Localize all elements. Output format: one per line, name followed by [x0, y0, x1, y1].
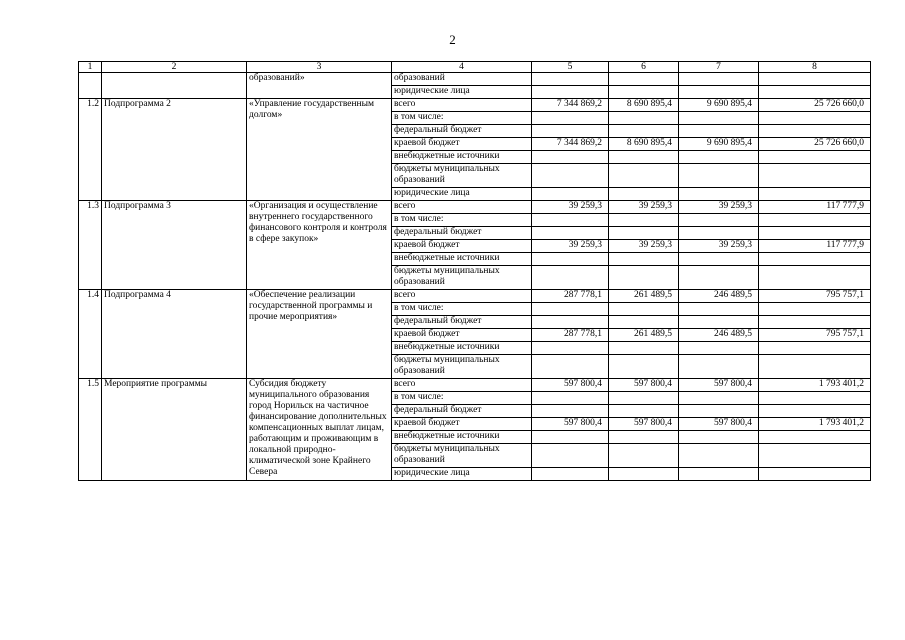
value-cell: 795 757,1 — [759, 329, 871, 342]
value-cell — [759, 188, 871, 201]
name-cell — [102, 73, 247, 99]
value-cell — [609, 444, 679, 468]
source-label: краевой бюджет — [392, 418, 532, 431]
source-label: федеральный бюджет — [392, 405, 532, 418]
table-row — [79, 201, 871, 214]
value-cell — [679, 164, 759, 188]
value-cell — [609, 253, 679, 266]
value-cell — [679, 188, 759, 201]
value-cell — [759, 112, 871, 125]
source-label: внебюджетные источники — [392, 431, 532, 444]
source-label: внебюджетные источники — [392, 342, 532, 355]
header-row — [79, 62, 871, 73]
desc-cell: образований» — [247, 73, 392, 99]
value-cell: 597 800,4 — [609, 418, 679, 431]
value-cell — [679, 214, 759, 227]
value-cell — [759, 444, 871, 468]
program-name: Подпрограмма 3 — [102, 201, 247, 290]
row-code: 1.4 — [79, 290, 102, 379]
table-row — [79, 290, 871, 303]
value-cell: 117 777,9 — [759, 201, 871, 214]
table-row — [79, 73, 871, 86]
value-cell — [759, 468, 871, 481]
value-cell — [609, 355, 679, 379]
value-cell — [609, 86, 679, 99]
value-cell — [679, 253, 759, 266]
header-cell: 8 — [759, 62, 871, 73]
value-cell — [759, 303, 871, 316]
source-label: внебюджетные источники — [392, 253, 532, 266]
value-cell: 7 344 869,2 — [532, 99, 609, 112]
value-cell — [759, 73, 871, 86]
source-label: всего — [392, 201, 532, 214]
source-label: бюджеты муниципальных образований — [392, 355, 532, 379]
value-cell — [609, 214, 679, 227]
value-cell — [679, 468, 759, 481]
source-label: в том числе: — [392, 214, 532, 227]
value-cell: 597 800,4 — [679, 379, 759, 392]
value-cell — [759, 316, 871, 329]
value-cell — [609, 151, 679, 164]
table-row — [79, 379, 871, 392]
program-description: «Организация и осуществление внутреннего государственного финансового контроля и контроля в сфере закупок» — [247, 201, 392, 290]
value-cell — [532, 342, 609, 355]
value-cell — [532, 405, 609, 418]
header-cell: 6 — [609, 62, 679, 73]
source-label: всего — [392, 290, 532, 303]
source-label: в том числе: — [392, 303, 532, 316]
source-label: краевой бюджет — [392, 329, 532, 342]
row-code: 1.2 — [79, 99, 102, 201]
header-cell: 1 — [79, 62, 102, 73]
header-cell: 7 — [679, 62, 759, 73]
table-row — [79, 99, 871, 112]
value-cell — [609, 303, 679, 316]
value-cell: 1 793 401,2 — [759, 379, 871, 392]
value-cell: 25 726 660,0 — [759, 99, 871, 112]
value-cell — [679, 342, 759, 355]
page-number: 2 — [449, 32, 456, 47]
source-label: всего — [392, 99, 532, 112]
value-cell — [679, 392, 759, 405]
value-cell — [609, 266, 679, 290]
value-cell: 39 259,3 — [532, 240, 609, 253]
value-cell — [609, 431, 679, 444]
header-cell: 2 — [102, 62, 247, 73]
value-cell — [759, 405, 871, 418]
value-cell — [679, 227, 759, 240]
value-cell — [532, 266, 609, 290]
value-cell — [759, 125, 871, 138]
value-cell — [679, 73, 759, 86]
value-cell: 39 259,3 — [609, 240, 679, 253]
value-cell — [759, 214, 871, 227]
value-cell — [759, 151, 871, 164]
value-cell: 39 259,3 — [679, 201, 759, 214]
value-cell: 39 259,3 — [679, 240, 759, 253]
value-cell — [532, 253, 609, 266]
source-label: в том числе: — [392, 392, 532, 405]
value-cell: 597 800,4 — [532, 418, 609, 431]
value-cell — [759, 253, 871, 266]
value-cell — [609, 392, 679, 405]
value-cell: 261 489,5 — [609, 290, 679, 303]
program-name: Мероприятие программы — [102, 379, 247, 481]
value-cell — [609, 405, 679, 418]
value-cell — [609, 227, 679, 240]
value-cell — [759, 164, 871, 188]
source-label: внебюджетные источники — [392, 151, 532, 164]
value-cell — [532, 303, 609, 316]
program-name: Подпрограмма 4 — [102, 290, 247, 379]
value-cell — [759, 342, 871, 355]
source-label: федеральный бюджет — [392, 125, 532, 138]
value-cell — [679, 86, 759, 99]
program-name: Подпрограмма 2 — [102, 99, 247, 201]
value-cell — [609, 112, 679, 125]
value-cell: 597 800,4 — [532, 379, 609, 392]
value-cell — [679, 125, 759, 138]
source-label: краевой бюджет — [392, 240, 532, 253]
value-cell: 8 690 895,4 — [609, 99, 679, 112]
value-cell — [532, 112, 609, 125]
value-cell — [532, 188, 609, 201]
value-cell — [532, 444, 609, 468]
value-cell — [609, 342, 679, 355]
source-label: федеральный бюджет — [392, 227, 532, 240]
value-cell — [679, 266, 759, 290]
code-cell — [79, 73, 102, 99]
value-cell — [679, 112, 759, 125]
source-label: в том числе: — [392, 112, 532, 125]
value-cell — [679, 151, 759, 164]
row-code: 1.5 — [79, 379, 102, 481]
source-label: бюджеты муниципальных образований — [392, 164, 532, 188]
value-cell — [532, 227, 609, 240]
value-cell: 597 800,4 — [679, 418, 759, 431]
value-cell: 287 778,1 — [532, 329, 609, 342]
value-cell: 39 259,3 — [532, 201, 609, 214]
value-cell — [532, 73, 609, 86]
program-description: «Обеспечение реализации государственной программы и прочие мероприятия» — [247, 290, 392, 379]
value-cell — [532, 468, 609, 481]
value-cell — [609, 188, 679, 201]
value-cell: 1 793 401,2 — [759, 418, 871, 431]
value-cell — [679, 355, 759, 379]
source-label: юридические лица — [392, 188, 532, 201]
value-cell — [532, 392, 609, 405]
program-description: «Управление государственным долгом» — [247, 99, 392, 201]
value-cell — [609, 164, 679, 188]
value-cell — [679, 431, 759, 444]
value-cell: 795 757,1 — [759, 290, 871, 303]
source-label: федеральный бюджет — [392, 316, 532, 329]
value-cell — [759, 266, 871, 290]
row-code: 1.3 — [79, 201, 102, 290]
value-cell — [759, 392, 871, 405]
value-cell — [609, 125, 679, 138]
value-cell — [532, 214, 609, 227]
value-cell — [532, 355, 609, 379]
value-cell: 117 777,9 — [759, 240, 871, 253]
value-cell: 246 489,5 — [679, 290, 759, 303]
value-cell: 39 259,3 — [609, 201, 679, 214]
value-cell — [759, 227, 871, 240]
value-cell — [532, 125, 609, 138]
value-cell — [532, 316, 609, 329]
source-label: бюджеты муниципальных образований — [392, 266, 532, 290]
value-cell — [679, 303, 759, 316]
source-label: всего — [392, 379, 532, 392]
value-cell: 246 489,5 — [679, 329, 759, 342]
source-label: образований — [392, 73, 532, 86]
source-label: краевой бюджет — [392, 138, 532, 151]
value-cell — [679, 444, 759, 468]
source-label: бюджеты муниципальных образований — [392, 444, 532, 468]
value-cell: 7 344 869,2 — [532, 138, 609, 151]
header-cell: 3 — [247, 62, 392, 73]
value-cell: 9 690 895,4 — [679, 99, 759, 112]
value-cell — [609, 73, 679, 86]
value-cell — [759, 86, 871, 99]
value-cell — [679, 405, 759, 418]
value-cell: 8 690 895,4 — [609, 138, 679, 151]
value-cell: 597 800,4 — [609, 379, 679, 392]
value-cell — [532, 164, 609, 188]
program-description: Субсидия бюджету муниципального образования город Норильск на частичное финансирование дополнительных компенсационных выплат лицам, работающим и проживающим в локальной природно-климатической зоне Крайнего Севера — [247, 379, 392, 481]
value-cell: 261 489,5 — [609, 329, 679, 342]
header-cell: 5 — [532, 62, 609, 73]
value-cell — [679, 316, 759, 329]
value-cell: 287 778,1 — [532, 290, 609, 303]
budget-table — [78, 61, 871, 481]
value-cell — [759, 431, 871, 444]
value-cell: 9 690 895,4 — [679, 138, 759, 151]
value-cell — [532, 431, 609, 444]
value-cell — [532, 86, 609, 99]
value-cell: 25 726 660,0 — [759, 138, 871, 151]
value-cell — [759, 355, 871, 379]
value-cell — [609, 468, 679, 481]
value-cell — [532, 151, 609, 164]
value-cell — [609, 316, 679, 329]
source-label: юридические лица — [392, 468, 532, 481]
source-label: юридические лица — [392, 86, 532, 99]
header-cell: 4 — [392, 62, 532, 73]
